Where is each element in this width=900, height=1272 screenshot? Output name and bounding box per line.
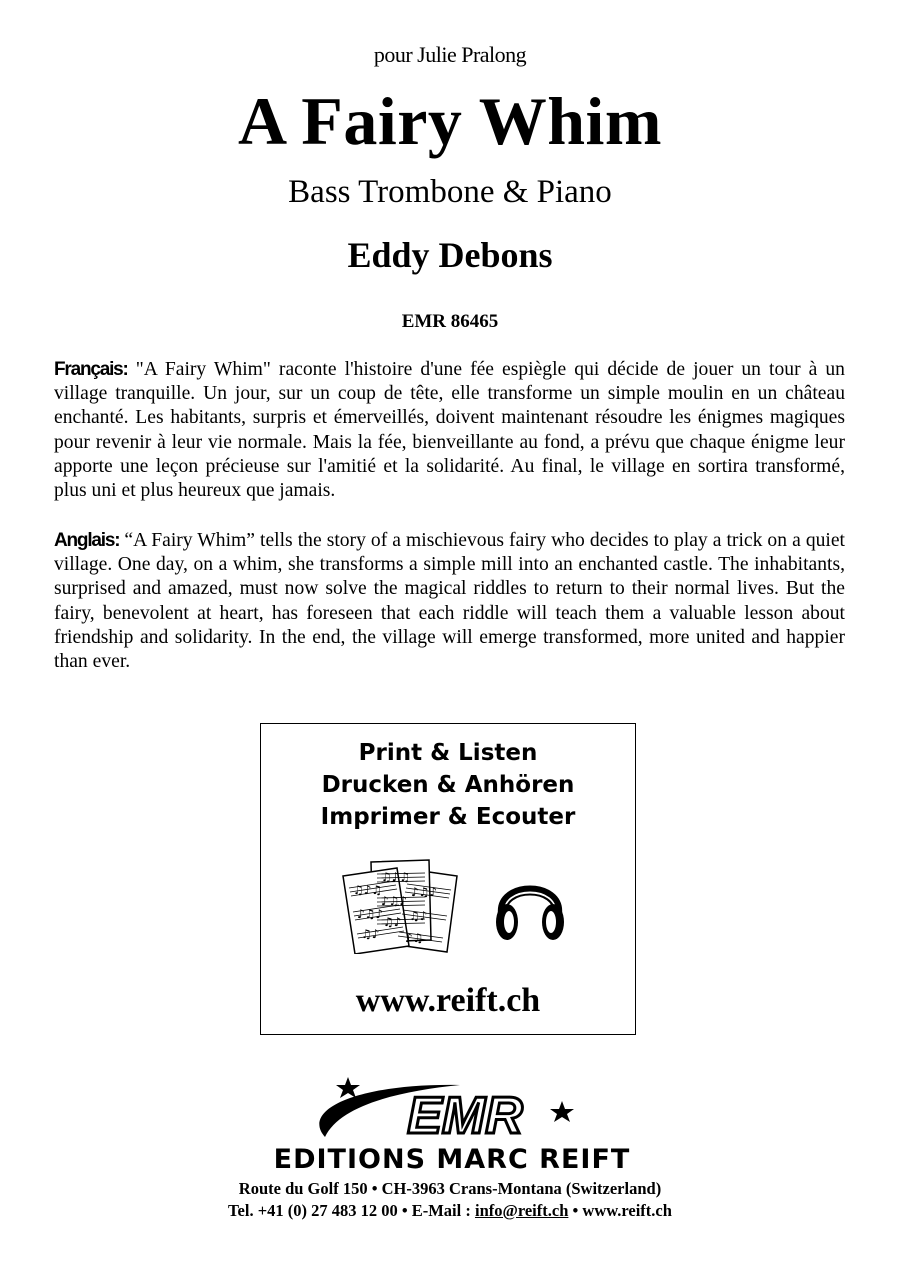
svg-text:♪♫: ♪♫ — [405, 931, 424, 945]
svg-text:♫♪♫: ♫♪♫ — [381, 870, 411, 884]
email-link[interactable]: info@reift.ch — [474, 1201, 569, 1220]
promo-line-french: Imprimer & Ecouter — [320, 804, 576, 830]
print-listen-box — [260, 723, 636, 1035]
publisher-contact — [0, 1201, 900, 1221]
catalog-number: EMR 86465 — [401, 311, 499, 332]
instrumentation: Bass Trombone & Piano — [288, 174, 612, 210]
logo-name: EDITIONS MARC REIFT — [273, 1144, 631, 1175]
promo-website[interactable]: www.reift.ch — [355, 982, 541, 1019]
phone-text: Tel. +41 (0) 27 483 12 00 • E-Mail : — [228, 1201, 475, 1220]
svg-text:♫♪♫: ♫♪♫ — [353, 883, 383, 897]
english-label: Anglais: — [54, 530, 120, 551]
logo-mark: EMR — [407, 1087, 523, 1145]
svg-text:♫♪: ♫♪ — [383, 915, 402, 929]
dedication: pour Julie Pralong — [373, 42, 527, 67]
svg-text:♫♪: ♫♪ — [361, 927, 380, 941]
website-text: • www.reift.ch — [568, 1201, 672, 1220]
sheet-music-icon — [339, 854, 469, 954]
svg-text:♫♪: ♫♪ — [409, 909, 428, 923]
svg-text:♪♫♪: ♪♫♪ — [411, 885, 438, 899]
emr-logo — [230, 1075, 670, 1175]
french-label: Français: — [54, 359, 128, 380]
description-english — [54, 529, 845, 674]
description-french — [54, 358, 845, 503]
promo-line-english: Print & Listen — [358, 740, 538, 766]
svg-text:♪♫♪: ♪♫♪ — [381, 894, 408, 908]
composer-name: Eddy Debons — [347, 235, 553, 275]
promo-line-german: Drucken & Anhören — [321, 772, 575, 798]
english-text: “A Fairy Whim” tells the story of a mischievous fairy who decides to play a trick on a quiet village. One day, on a whim, she transforms a simple mill into an enchanted castle. The inhabitants, surprised and amazed, must now solve the magical riddles to return to their normal lives. But the fairy, benevolent at heart, has foreseen that each riddle will teach them a valuable lesson about friendship and solidarity. In the end, the village will emerge transformed, more united and happier than ever. — [54, 530, 845, 673]
svg-text:♪♫♪: ♪♫♪ — [357, 907, 384, 921]
publisher-address: Route du Golf 150 • CH-3963 Crans-Montana (Switzerland) — [238, 1179, 662, 1198]
headphones-icon — [493, 864, 567, 944]
piece-title: A Fairy Whim — [237, 83, 663, 159]
french-text: "A Fairy Whim" raconte l'histoire d'une fée espiègle qui décide de jouer un tour à un village tranquille. Un jour, sur un coup de tête, elle transforme un simple moulin en un château enchanté. Les habitants, surpris et émerveillés, doivent maintenant résoudre les énigmes magiques pour revenir à leur vie normale. Mais la fée, bienveillante au fond, a prévu que chaque énigme leur apporte une leçon précieuse sur l'amitié et la solidarité. Au final, le village en sortira transformé, plus uni et plus heureux que jamais. — [54, 359, 845, 502]
